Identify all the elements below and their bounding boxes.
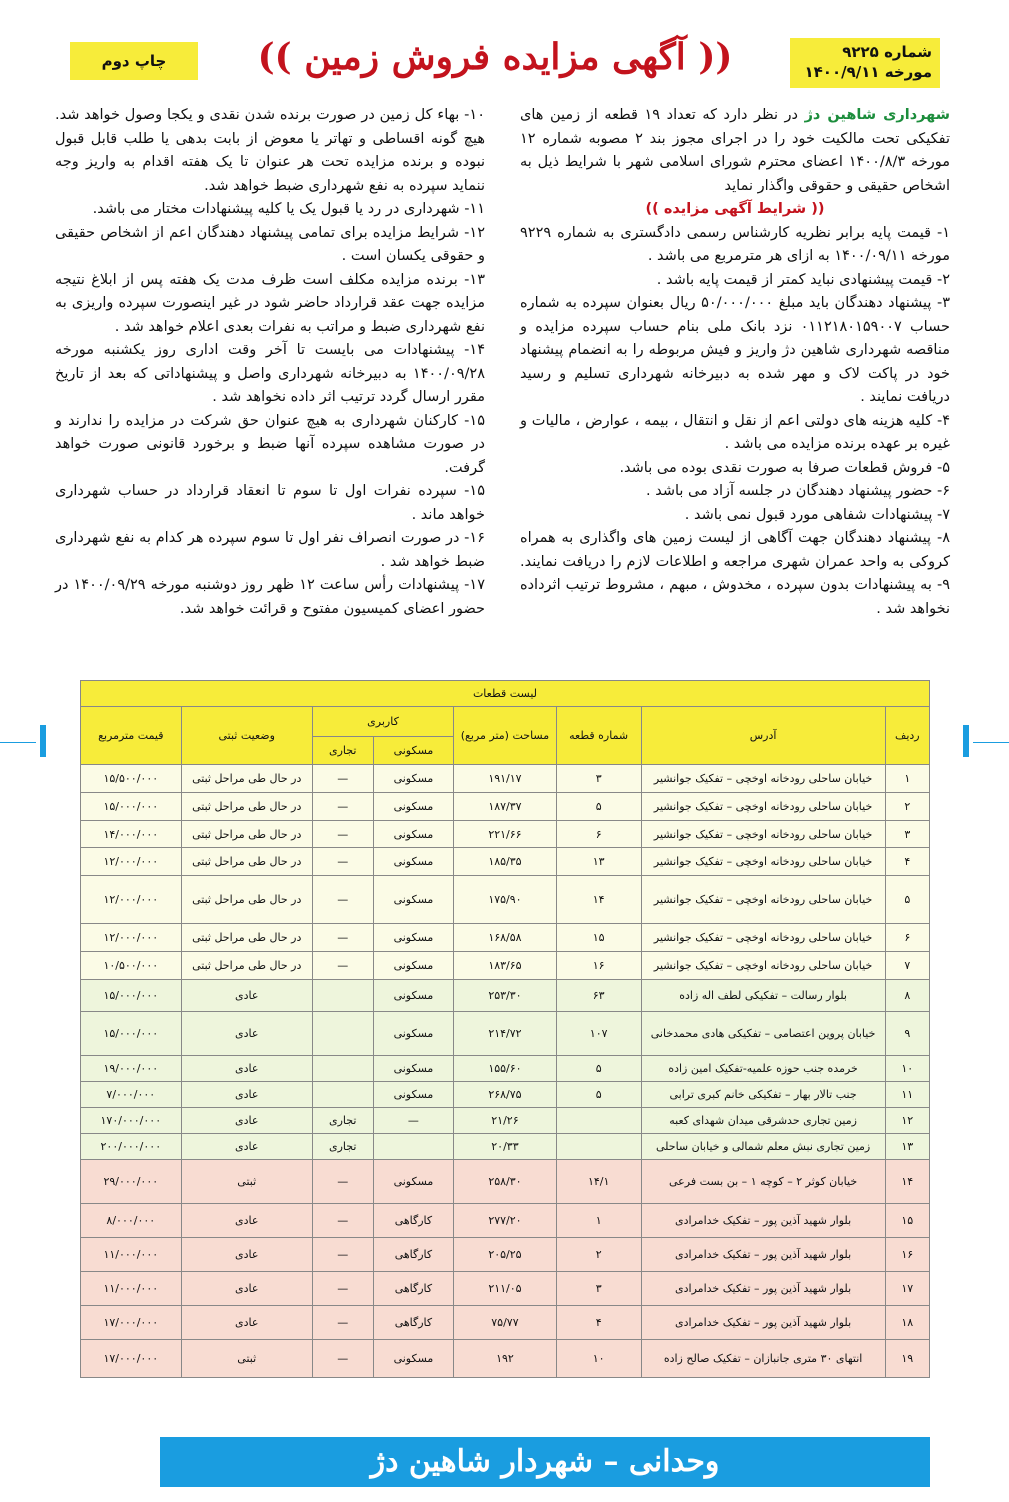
cell-registration-status: عادی xyxy=(181,1082,312,1108)
cell-plot-number: ۱۳ xyxy=(556,848,641,876)
cell-residential: کارگاهی xyxy=(373,1272,454,1306)
cell-registration-status: عادی xyxy=(181,1306,312,1340)
cell-commercial: — xyxy=(312,765,373,793)
condition-item: ۷- پیشنهادات شفاهی مورد قبول نمی باشد . xyxy=(684,506,950,523)
cell-address: خیابان ساحلی رودخانه اوخچی – تفکیک جوانشیر xyxy=(641,924,885,952)
cell-registration-status: عادی xyxy=(181,980,312,1012)
cell-commercial: — xyxy=(312,1272,373,1306)
cell-row-number: ۱۶ xyxy=(885,1238,929,1272)
header-residential: مسکونی xyxy=(373,737,454,765)
cell-address: زمین تجاری حدشرقی میدان شهدای کعبه xyxy=(641,1108,885,1134)
cell-price-per-meter: ۱۵/۵۰۰/۰۰۰ xyxy=(81,765,182,793)
condition-item: ۲- قیمت پیشنهادی نباید کمتر از قیمت پایه باشد . xyxy=(656,271,950,288)
cell-residential: مسکونی xyxy=(373,980,454,1012)
org-name: شهرداری شاهین دژ xyxy=(804,107,950,123)
header-commercial: تجاری xyxy=(312,737,373,765)
cell-address: بلوار شهید آذین پور – تفکیک خدامرادی xyxy=(641,1272,885,1306)
table-row xyxy=(81,1108,930,1134)
cell-commercial xyxy=(312,1082,373,1108)
cell-residential: — xyxy=(373,1108,454,1134)
intro-paragraph xyxy=(520,104,950,198)
cell-plot-number: ۱۴/۱ xyxy=(556,1160,641,1204)
cell-price-per-meter: ۱۴/۰۰۰/۰۰۰ xyxy=(81,821,182,848)
cell-area: ۲۵۳/۳۰ xyxy=(454,980,556,1012)
cell-area: ۱۸۳/۶۵ xyxy=(454,952,556,980)
table-body xyxy=(81,765,930,1378)
cell-plot-number: ۱۴ xyxy=(556,876,641,924)
condition-item: ۱۱- شهرداری در رد یا قبول یک یا کلیه پیشنهادات مختار می باشد. xyxy=(92,201,485,217)
cell-commercial xyxy=(312,980,373,1012)
right-margin-tick xyxy=(963,725,969,757)
cell-residential xyxy=(373,1134,454,1160)
cell-row-number: ۱ xyxy=(885,765,929,793)
header-address: آدرس xyxy=(641,707,885,765)
cell-area: ۲۰/۳۳ xyxy=(454,1134,556,1160)
cell-area: ۱۹۱/۱۷ xyxy=(454,765,556,793)
ad-number: شماره ۹۲۲۵ xyxy=(842,43,932,61)
table-row xyxy=(81,1306,930,1340)
cell-area: ۲۰۵/۲۵ xyxy=(454,1238,556,1272)
cell-address: خیابان ساحلی رودخانه اوخچی – تفکیک جوانشیر xyxy=(641,793,885,821)
cell-area: ۷۵/۷۷ xyxy=(454,1306,556,1340)
cell-registration-status: در حال طی مراحل ثبتی xyxy=(181,952,312,980)
cell-price-per-meter: ۱۰/۵۰۰/۰۰۰ xyxy=(81,952,182,980)
right-margin-line xyxy=(973,742,1009,743)
cell-price-per-meter: ۱۵/۰۰۰/۰۰۰ xyxy=(81,793,182,821)
cell-residential: مسکونی xyxy=(373,1056,454,1082)
table-row xyxy=(81,1160,930,1204)
cell-row-number: ۱۹ xyxy=(885,1340,929,1378)
cell-commercial: تجاری xyxy=(312,1108,373,1134)
cell-row-number: ۵ xyxy=(885,876,929,924)
cell-residential: مسکونی xyxy=(373,952,454,980)
cell-registration-status: در حال طی مراحل ثبتی xyxy=(181,765,312,793)
cell-registration-status: عادی xyxy=(181,1134,312,1160)
cell-price-per-meter: ۲۰۰/۰۰۰/۰۰۰ xyxy=(81,1134,182,1160)
ad-date: مورخه ۱۴۰۰/۹/۱۱ xyxy=(804,63,932,81)
page-title: (( آگهی مزایده فروش زمین )) xyxy=(257,36,733,78)
cell-address: خیابان کوثر ۲ – کوچه ۱ – بن بست فرعی xyxy=(641,1160,885,1204)
cell-plot-number: ۲ xyxy=(556,1238,641,1272)
cell-residential: مسکونی xyxy=(373,1082,454,1108)
cell-area: ۱۶۸/۵۸ xyxy=(454,924,556,952)
cell-area: ۲۱۱/۰۵ xyxy=(454,1272,556,1306)
cell-price-per-meter: ۱۵/۰۰۰/۰۰۰ xyxy=(81,980,182,1012)
condition-item: ۱۰- بهاء کل زمین در صورت برنده شدن نقدی و یکجا وصول خواهد شد. هیچ گونه اقساطی و تهاتر یا معوض از بابت بدهی یا طلب قابل قبول نبوده و برنده مزایده تحت هر عنوان تا یک هفته اقدام به واریز وجه ننماید سپرده به نفع شهرداری ضبط خواهد شد. xyxy=(55,107,485,194)
header-usage: کاربری xyxy=(312,707,453,737)
left-margin-tick xyxy=(40,725,46,757)
cell-row-number: ۱۳ xyxy=(885,1134,929,1160)
cell-commercial: — xyxy=(312,1204,373,1238)
cell-price-per-meter: ۱۵/۰۰۰/۰۰۰ xyxy=(81,1012,182,1056)
cell-area: ۲۶۸/۷۵ xyxy=(454,1082,556,1108)
cell-commercial: — xyxy=(312,952,373,980)
cell-commercial xyxy=(312,1056,373,1082)
cell-registration-status: عادی xyxy=(181,1204,312,1238)
cell-row-number: ۲ xyxy=(885,793,929,821)
cell-registration-status: عادی xyxy=(181,1272,312,1306)
cell-registration-status: در حال طی مراحل ثبتی xyxy=(181,924,312,952)
cell-residential: مسکونی xyxy=(373,924,454,952)
conditions-title: (( شرایط آگهی مزایده )) xyxy=(645,201,825,217)
cell-residential: مسکونی xyxy=(373,876,454,924)
cell-price-per-meter: ۱۲/۰۰۰/۰۰۰ xyxy=(81,924,182,952)
cell-address: خیابان ساحلی رودخانه اوخچی – تفکیک جوانشیر xyxy=(641,952,885,980)
cell-commercial: — xyxy=(312,821,373,848)
intro-text: در نظر دارد که تعداد ۱۹ قطعه از زمین های تفکیکی تحت مالکیت خود را در اجرای مجوز بند ۲ مصوبه شماره ۱۲ مورخه ۱۴۰۰/۸/۳ اعضای محترم شورای اسلامی شهر با شرایط ذیل به اشخاص حقیقی و حقوقی واگذار نماید xyxy=(520,107,950,194)
cell-plot-number: ۱۰۷ xyxy=(556,1012,641,1056)
cell-row-number: ۸ xyxy=(885,980,929,1012)
condition-item: ۱۵- سپرده نفرات اول تا سوم تا انعقاد قرارداد در حساب شهرداری خواهد ماند . xyxy=(55,483,485,523)
condition-item: ۸- پیشنهاد دهندگان جهت آگاهی از لیست زمین های واگذاری به همراه کروکی به واحد عمران شهری مراجعه و اطلاعات لازم را دریافت نمایند. ۹- به پیشنهادات بدون سپرده ، مخدوش ، مبهم ، مشروط ترتیب اثرداده نخواهد شد . xyxy=(520,530,950,617)
cell-price-per-meter: ۱۲/۰۰۰/۰۰۰ xyxy=(81,848,182,876)
conditions-list-right xyxy=(520,222,950,622)
table-row xyxy=(81,1134,930,1160)
table-row xyxy=(81,1238,930,1272)
footer-signature: وحدانی – شهردار شاهین دژ xyxy=(160,1437,930,1487)
condition-item: ۱۴- پیشنهادات می بایست تا آخر وقت اداری روز یکشنبه مورخه ۱۴۰۰/۰۹/۲۸ به دبیرخانه شهرداری واصل و پیشنهاداتی که بعد از تاریخ مقرر ارسال گردد ترتیب اثر داده نخواهد شد . xyxy=(55,342,485,405)
cell-registration-status: در حال طی مراحل ثبتی xyxy=(181,876,312,924)
cell-residential: مسکونی xyxy=(373,765,454,793)
header-registration-status: وضعیت ثبتی xyxy=(181,707,312,765)
cell-row-number: ۴ xyxy=(885,848,929,876)
cell-plot-number: ۱۰ xyxy=(556,1340,641,1378)
table-row xyxy=(81,952,930,980)
plots-table xyxy=(80,680,930,1378)
cell-registration-status: عادی xyxy=(181,1238,312,1272)
cell-plot-number xyxy=(556,1134,641,1160)
cell-residential: کارگاهی xyxy=(373,1306,454,1340)
cell-plot-number: ۱ xyxy=(556,1204,641,1238)
table-row xyxy=(81,1082,930,1108)
table-row xyxy=(81,980,930,1012)
conditions-list-left xyxy=(55,104,485,621)
cell-area: ۲۵۸/۳۰ xyxy=(454,1160,556,1204)
condition-item: ۶- حضور پیشنهاد دهندگان در جلسه آزاد می باشد . xyxy=(645,483,950,499)
cell-row-number: ۱۲ xyxy=(885,1108,929,1134)
condition-item: ۱- قیمت پایه برابر نظریه کارشناس رسمی دادگستری به شماره ۹۲۲۹ مورخه ۱۴۰۰/۰۹/۱۱ به ازای هر مترمربع می باشد . xyxy=(520,224,950,264)
cell-area: ۱۸۷/۳۷ xyxy=(454,793,556,821)
cell-plot-number xyxy=(556,1108,641,1134)
cell-price-per-meter: ۲۹/۰۰۰/۰۰۰ xyxy=(81,1160,182,1204)
cell-price-per-meter: ۸/۰۰۰/۰۰۰ xyxy=(81,1204,182,1238)
cell-price-per-meter: ۷/۰۰۰/۰۰۰ xyxy=(81,1082,182,1108)
print-edition-label: چاپ دوم xyxy=(70,42,198,80)
cell-residential: مسکونی xyxy=(373,1160,454,1204)
cell-address: بلوار رسالت – تفکیکی لطف اله زاده xyxy=(641,980,885,1012)
cell-commercial: — xyxy=(312,1160,373,1204)
table-row xyxy=(81,1056,930,1082)
cell-commercial: — xyxy=(312,1340,373,1378)
cell-address: زمین تجاری نبش معلم شمالی و خیابان ساحلی xyxy=(641,1134,885,1160)
table-row xyxy=(81,876,930,924)
table-row xyxy=(81,793,930,821)
header-area: مساحت (متر مربع) xyxy=(454,707,556,765)
cell-address: خرمده جنب حوزه علمیه-تفکیک امین زاده xyxy=(641,1056,885,1082)
condition-item: ۵- فروش قطعات صرفا به صورت نقدی بوده می باشد. xyxy=(619,459,950,476)
cell-registration-status: عادی xyxy=(181,1056,312,1082)
cell-commercial: — xyxy=(312,1306,373,1340)
cell-row-number: ۶ xyxy=(885,924,929,952)
condition-item: ۱۶- در صورت انصراف نفر اول تا سوم سپرده هر کدام به نفع شهرداری ضبط خواهد شد . xyxy=(55,530,485,570)
cell-plot-number: ۴ xyxy=(556,1306,641,1340)
header-row-number: ردیف xyxy=(885,707,929,765)
cell-registration-status: عادی xyxy=(181,1012,312,1056)
cell-row-number: ۱۱ xyxy=(885,1082,929,1108)
cell-price-per-meter: ۱۷/۰۰۰/۰۰۰ xyxy=(81,1306,182,1340)
cell-residential: کارگاهی xyxy=(373,1204,454,1238)
table-row xyxy=(81,924,930,952)
cell-price-per-meter: ۱۱/۰۰۰/۰۰۰ xyxy=(81,1238,182,1272)
cell-commercial: تجاری xyxy=(312,1134,373,1160)
ad-number-tag xyxy=(790,38,940,88)
table-row xyxy=(81,1204,930,1238)
cell-address: خیابان ساحلی رودخانه اوخچی – تفکیک جوانشیر xyxy=(641,848,885,876)
cell-residential: کارگاهی xyxy=(373,1238,454,1272)
cell-plot-number: ۱۵ xyxy=(556,924,641,952)
cell-row-number: ۱۷ xyxy=(885,1272,929,1306)
condition-item: ۳- پیشنهاد دهندگان باید مبلغ ۵۰/۰۰۰/۰۰۰ ریال بعنوان سپرده به شماره حساب ۰۱۱۲۱۸۰۱۵۹۰۰۷ نزد بانک ملی بنام حساب سپرده مزایده و مناقصه شهرداری شاهین دژ واریز و فیش مربوطه را به انضمام پیشنهاد خود در پاکت لاک و مهر شده به دبیرخانه شهرداری تسلیم و رسید دریافت نمایند . xyxy=(520,295,950,405)
cell-row-number: ۷ xyxy=(885,952,929,980)
table-row xyxy=(81,848,930,876)
cell-address: بلوار شهید آذین پور – تفکیک خدامرادی xyxy=(641,1238,885,1272)
cell-address: خیابان ساحلی رودخانه اوخچی – تفکیک جوانشیر xyxy=(641,876,885,924)
cell-area: ۲۱۴/۷۲ xyxy=(454,1012,556,1056)
condition-item: ۱۳- برنده مزایده مکلف است ظرف مدت یک هفته پس از ابلاغ نتیجه مزایده جهت عقد قرارداد حاضر شود در غیر اینصورت سپرده واریزی به نفع شهرداری ضبط و مراتب به نفرات بعدی اعلام خواهد شد . xyxy=(55,271,485,335)
cell-registration-status: ثبتی xyxy=(181,1340,312,1378)
cell-address: انتهای ۳۰ متری جانبازان – تفکیک صالح زاده xyxy=(641,1340,885,1378)
cell-registration-status: در حال طی مراحل ثبتی xyxy=(181,821,312,848)
cell-plot-number: ۱۶ xyxy=(556,952,641,980)
table-row xyxy=(81,821,930,848)
cell-area: ۲۲۱/۶۶ xyxy=(454,821,556,848)
cell-plot-number: ۶ xyxy=(556,821,641,848)
cell-address: جنب تالار بهار – تفکیکی خانم کبری ترابی xyxy=(641,1082,885,1108)
condition-item: ۴- کلیه هزینه های دولتی اعم از نقل و انتقال ، بیمه ، عوارض ، مالیات و غیره بر عهده برنده مزایده می باشد . xyxy=(520,412,950,452)
cell-row-number: ۹ xyxy=(885,1012,929,1056)
cell-registration-status: عادی xyxy=(181,1108,312,1134)
cell-registration-status: در حال طی مراحل ثبتی xyxy=(181,848,312,876)
cell-plot-number: ۵ xyxy=(556,1082,641,1108)
cell-address: خیابان ساحلی رودخانه اوخچی – تفکیک جوانشیر xyxy=(641,765,885,793)
table-caption: لیست قطعات xyxy=(81,681,930,707)
cell-residential: مسکونی xyxy=(373,821,454,848)
cell-registration-status: در حال طی مراحل ثبتی xyxy=(181,793,312,821)
cell-plot-number: ۳ xyxy=(556,1272,641,1306)
cell-price-per-meter: ۱۹/۰۰۰/۰۰۰ xyxy=(81,1056,182,1082)
cell-residential: مسکونی xyxy=(373,793,454,821)
cell-plot-number: ۵ xyxy=(556,793,641,821)
cell-address: خیابان پروین اعتصامی – تفکیکی هادی محمدخانی xyxy=(641,1012,885,1056)
cell-residential: مسکونی xyxy=(373,1012,454,1056)
cell-commercial: — xyxy=(312,876,373,924)
header-price-per-meter: قیمت مترمربع xyxy=(81,707,182,765)
cell-price-per-meter: ۱۱/۰۰۰/۰۰۰ xyxy=(81,1272,182,1306)
cell-plot-number: ۳ xyxy=(556,765,641,793)
cell-row-number: ۱۰ xyxy=(885,1056,929,1082)
condition-item: ۱۵- کارکنان شهرداری به هیچ عنوان حق شرکت در مزایده را ندارند و در صورت مشاهده سپرده آنها ضبط و برخورد قانونی صورت خواهد گرفت. xyxy=(55,412,485,476)
cell-residential: مسکونی xyxy=(373,1340,454,1378)
cell-registration-status: ثبتی xyxy=(181,1160,312,1204)
header-plot-number: شماره قطعه xyxy=(556,707,641,765)
condition-item: ۱۲- شرایط مزایده برای تمامی پیشنهاد دهندگان اعم از اشخاص حقیقی و حقوقی یکسان است . xyxy=(55,224,485,264)
cell-address: خیابان ساحلی رودخانه اوخچی – تفکیک جوانشیر xyxy=(641,821,885,848)
cell-residential: مسکونی xyxy=(373,848,454,876)
cell-area: ۱۷۵/۹۰ xyxy=(454,876,556,924)
cell-price-per-meter: ۱۲/۰۰۰/۰۰۰ xyxy=(81,876,182,924)
left-margin-line xyxy=(0,742,36,743)
cell-row-number: ۱۴ xyxy=(885,1160,929,1204)
cell-address: بلوار شهید آذین پور – تفکیک خدامرادی xyxy=(641,1306,885,1340)
cell-commercial: — xyxy=(312,924,373,952)
cell-commercial: — xyxy=(312,1238,373,1272)
cell-row-number: ۱۸ xyxy=(885,1306,929,1340)
cell-address: بلوار شهید آذین پور – تفکیک خدامرادی xyxy=(641,1204,885,1238)
table-row xyxy=(81,1272,930,1306)
conditions-right-column xyxy=(520,104,950,621)
cell-row-number: ۳ xyxy=(885,821,929,848)
table-row xyxy=(81,1340,930,1378)
cell-row-number: ۱۵ xyxy=(885,1204,929,1238)
cell-area: ۱۹۲ xyxy=(454,1340,556,1378)
cell-commercial: — xyxy=(312,793,373,821)
conditions-left-column xyxy=(55,104,485,621)
cell-plot-number: ۵ xyxy=(556,1056,641,1082)
cell-price-per-meter: ۱۷۰/۰۰۰/۰۰۰ xyxy=(81,1108,182,1134)
cell-commercial xyxy=(312,1012,373,1056)
cell-area: ۱۸۵/۳۵ xyxy=(454,848,556,876)
cell-commercial: — xyxy=(312,848,373,876)
cell-area: ۲۱/۲۶ xyxy=(454,1108,556,1134)
condition-item: ۱۷- پیشنهادات رأس ساعت ۱۲ ظهر روز دوشنبه مورخه ۱۴۰۰/۰۹/۲۹ در حضور اعضای کمیسیون مفتوح و قرائت خواهد شد. xyxy=(55,577,485,617)
table-row xyxy=(81,765,930,793)
cell-price-per-meter: ۱۷/۰۰۰/۰۰۰ xyxy=(81,1340,182,1378)
cell-area: ۱۵۵/۶۰ xyxy=(454,1056,556,1082)
cell-plot-number: ۶۳ xyxy=(556,980,641,1012)
table-row xyxy=(81,1012,930,1056)
cell-area: ۲۷۷/۲۰ xyxy=(454,1204,556,1238)
